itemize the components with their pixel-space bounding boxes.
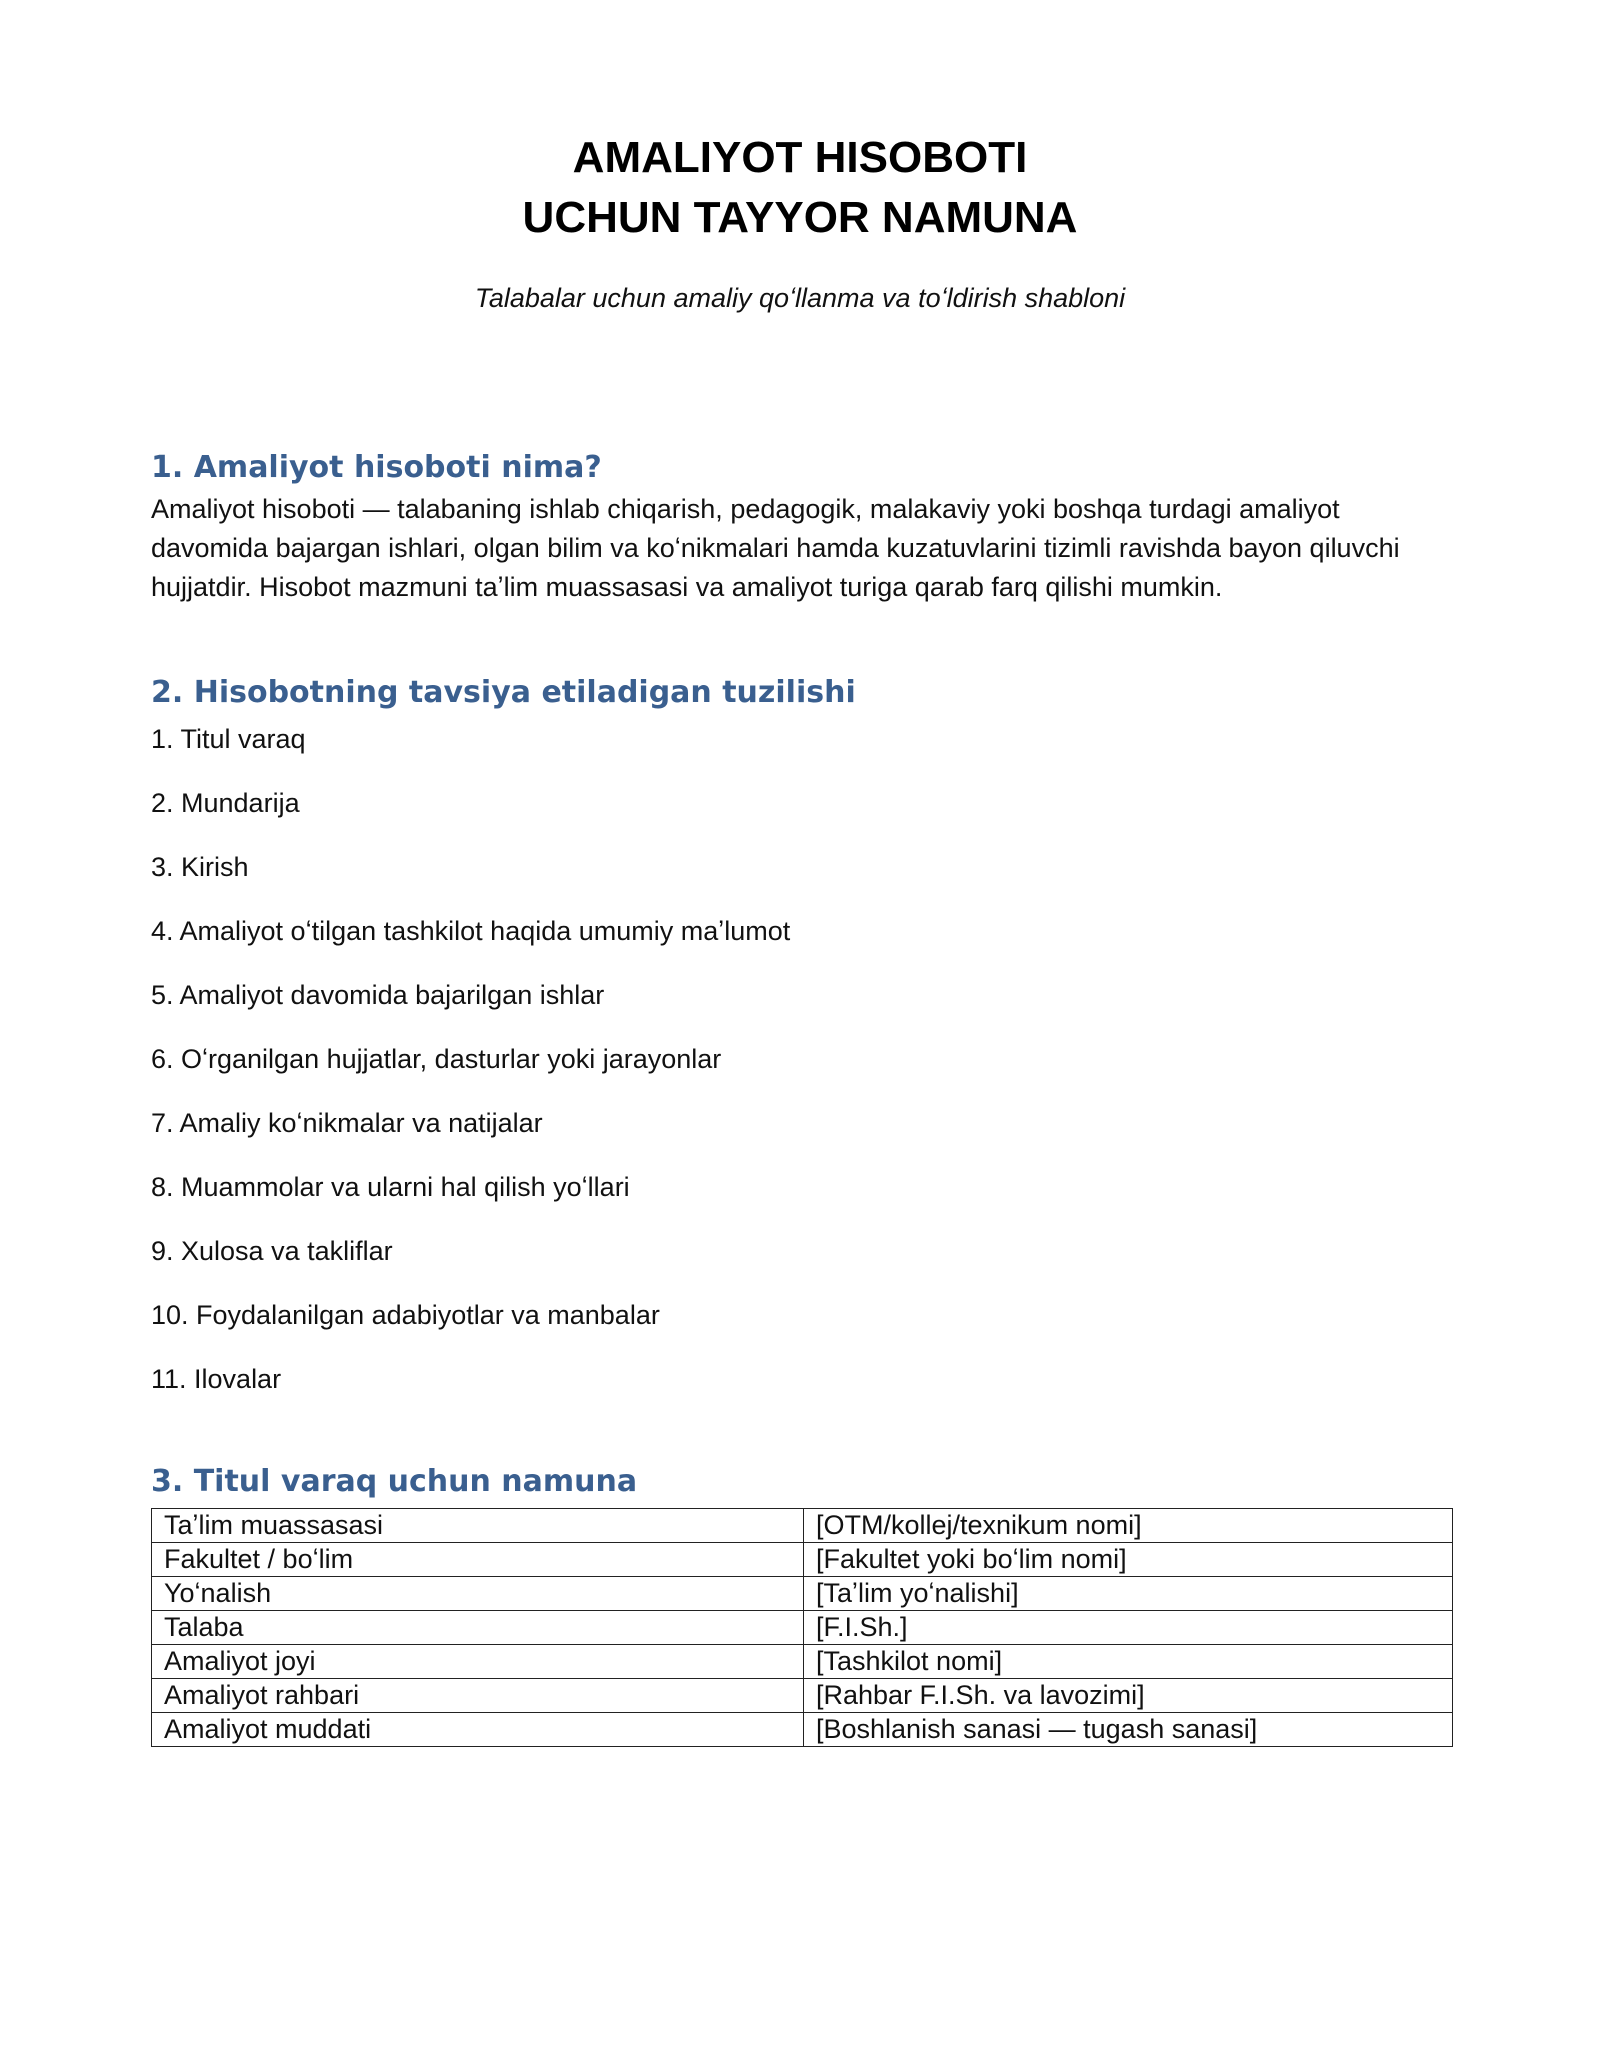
- table-row: [152, 1679, 1453, 1713]
- document-body: [151, 448, 1451, 1747]
- table-cell-value: [Taʼlim yoʻnalishi]: [804, 1577, 1453, 1611]
- table-cell-value: [Fakultet yoki boʻlim nomi]: [804, 1543, 1453, 1577]
- list-item: 8. Muammolar va ularni hal qilish yoʻllari: [151, 1172, 630, 1202]
- table-cell-value: [F.I.Sh.]: [804, 1611, 1453, 1645]
- list-item: 7. Amaliy koʻnikmalar va natijalar: [151, 1108, 543, 1138]
- table-cell-value: [Boshlanish sanasi — tugash sanasi]: [804, 1713, 1453, 1747]
- table-cell-label: Amaliyot rahbari: [152, 1679, 804, 1713]
- section-title-page-sample: [151, 1462, 1451, 1747]
- section-what-is-report: [151, 448, 1451, 607]
- title-line-1: AMALIYOT HISOBOTI: [572, 133, 1028, 182]
- document-subtitle: Talabalar uchun amaliy qoʻllanma va toʻldirish shabloni: [474, 283, 1126, 313]
- structure-list: [151, 723, 1451, 1396]
- table-cell-label: Amaliyot muddati: [152, 1713, 804, 1747]
- table-cell-label: Yoʻnalish: [152, 1577, 804, 1611]
- list-item: 9. Xulosa va takliflar: [151, 1236, 393, 1266]
- list-item: 3. Kirish: [151, 852, 249, 882]
- section-3-heading: 3. Titul varaq uchun namuna: [151, 1464, 638, 1499]
- list-item: 1. Titul varaq: [151, 724, 306, 754]
- table-row: [152, 1645, 1453, 1679]
- table-row: [152, 1577, 1453, 1611]
- list-item: 5. Amaliyot davomida bajarilgan ishlar: [151, 980, 605, 1010]
- table-cell-value: [Tashkilot nomi]: [804, 1645, 1453, 1679]
- list-item: 4. Amaliyot oʻtilgan tashkilot haqida umumiy maʼlumot: [151, 916, 791, 946]
- table-cell-value: [OTM/kollej/texnikum nomi]: [804, 1509, 1453, 1543]
- table-row: [152, 1713, 1453, 1747]
- document-title: [0, 128, 1600, 248]
- section-1-paragraph: Amaliyot hisoboti — talabaning ishlab chiqarish, pedagogik, malakaviy yoki boshqa turdagi amaliyot davomida bajargan ishlari, olgan bilim va koʻnikmalari hamda kuzatuvlarini tizimli ravishda bayon qiluvchi hujjatdir. Hisobot mazmuni taʼlim muassasasi va amaliyot turiga qarab farq qilishi mumkin.: [151, 494, 1400, 602]
- table-row: [152, 1509, 1453, 1543]
- table-cell-label: Fakultet / boʻlim: [152, 1543, 804, 1577]
- title-page-table: [151, 1508, 1453, 1747]
- table-row: [152, 1543, 1453, 1577]
- table-cell-value: [Rahbar F.I.Sh. va lavozimi]: [804, 1679, 1453, 1713]
- table-cell-label: Taʼlim muassasasi: [152, 1509, 804, 1543]
- section-2-heading: 2. Hisobotning tavsiya etiladigan tuzilishi: [151, 675, 856, 710]
- title-line-2: UCHUN TAYYOR NAMUNA: [522, 193, 1078, 242]
- section-1-heading: 1. Amaliyot hisoboti nima?: [151, 450, 602, 485]
- list-item: 10. Foydalanilgan adabiyotlar va manbalar: [151, 1300, 660, 1330]
- list-item: 2. Mundarija: [151, 788, 300, 818]
- table-row: [152, 1611, 1453, 1645]
- table-cell-label: Amaliyot joyi: [152, 1645, 804, 1679]
- table-cell-label: Talaba: [152, 1611, 804, 1645]
- section-report-structure: [151, 673, 1451, 1396]
- list-item: 6. Oʻrganilgan hujjatlar, dasturlar yoki jarayonlar: [151, 1044, 722, 1074]
- list-item: 11. Ilovalar: [151, 1364, 282, 1394]
